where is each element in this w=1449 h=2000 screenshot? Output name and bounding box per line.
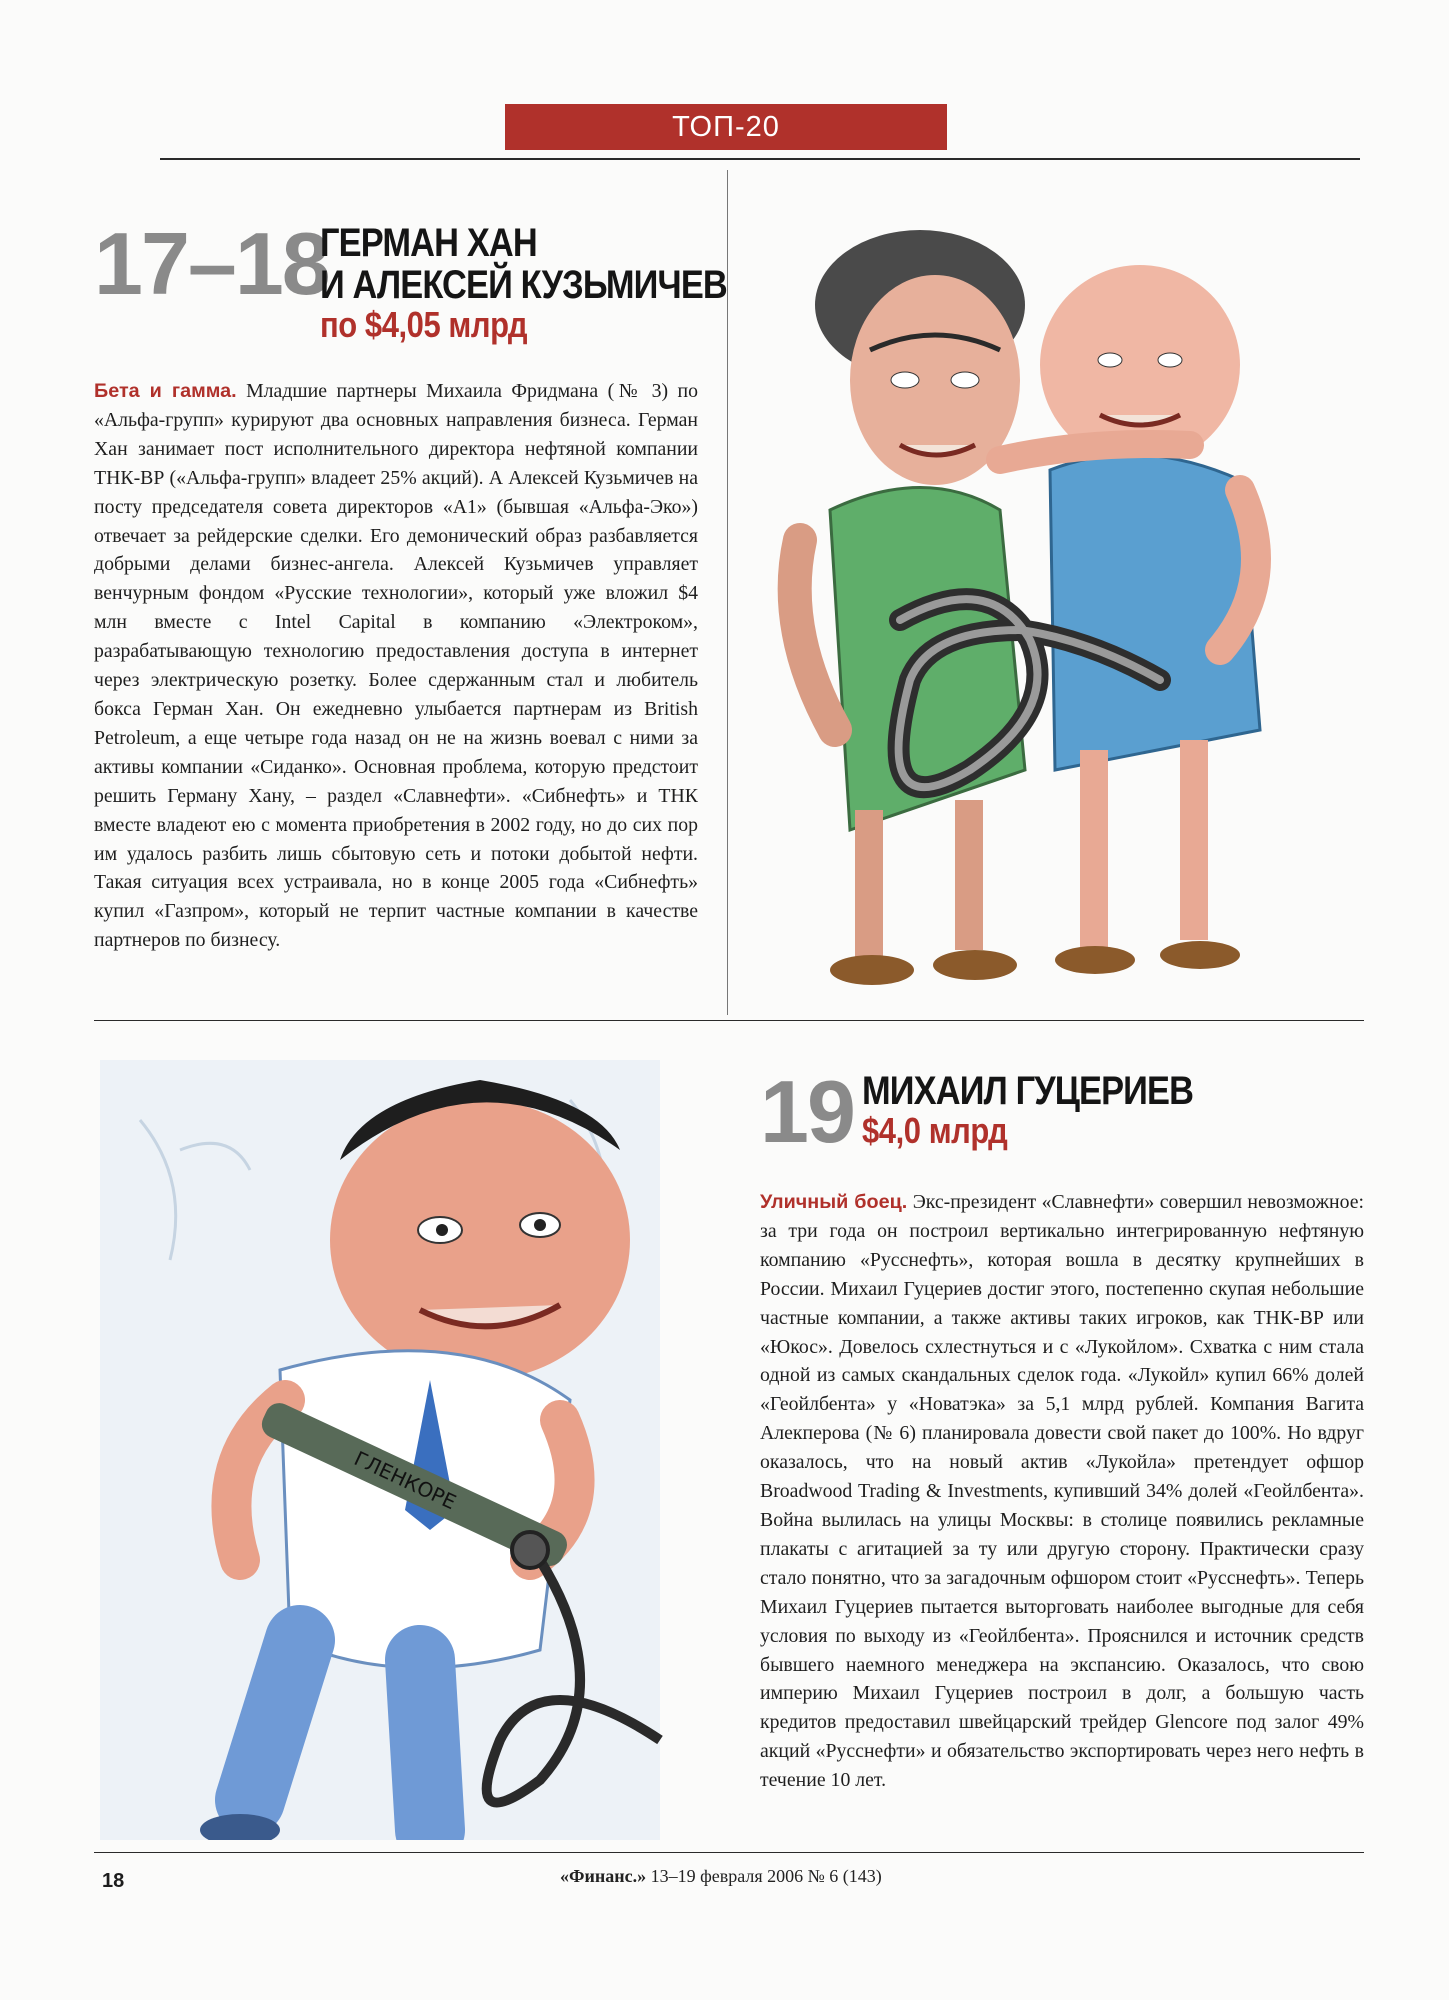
caricature-gutseriev xyxy=(100,1040,700,1840)
article1-rank: 17–18 xyxy=(94,214,329,313)
article1-name-line1: ГЕРМАН ХАН xyxy=(320,221,537,265)
middle-rule xyxy=(94,1020,1364,1021)
article1-name-line2: И АЛЕКСЕЙ КУЗЬМИЧЕВ xyxy=(320,263,727,307)
article1-worth: по $4,05 млрд xyxy=(320,304,528,345)
article2-body xyxy=(760,1188,1364,1795)
footer-issue xyxy=(560,1866,882,1887)
page-number: 18 xyxy=(102,1870,125,1892)
section-tag: ТОП-20 xyxy=(505,104,947,150)
column-divider xyxy=(727,170,728,1015)
nozzle-label: ГЛЕНКОРЕ xyxy=(350,1446,460,1515)
issue-info: 13–19 февраля 2006 № 6 (143) xyxy=(650,1866,882,1886)
article1-text: Младшие партнеры Михаила Фридмана (№ 3) по «Альфа-групп» курируют два основных направления бизнеса. Герман Хан занимает пост исполнительного директора нефтяной компании ТНК-ВР («Альфа-групп» владеет 25% акций). А Алексей Кузьмичев на посту председателя совета директоров «А1» (бывшая «Альфа-Эко») отвечает за рейдерские сделки. Его демонический образ разбавляется добрыми делами бизнес-ангела. Алексей Кузьмичев управляет венчурным фондом «Русские технологии», который уже вложил $4 млн вместе с Intel Capital в компанию «Электроком», разрабатывающую технологию предоставления доступа в интернет через электрическую розетку. Более сдержанным стал и любитель бокса Герман Хан. Он ежедневно улыбается партнерам из British Petroleum, а еще четыре года назад он не на жизнь воевал с ними за активы компании «Сиданко». Основная проблема, которую предстоит решить Герману Хану, – раздел «Славнефти». «Сибнефть» и ТНК вместе владеют ею с момента приобретения в 2002 году, но до сих пор им удалось разбить лишь сбытовую сеть и потоки добытой нефти. Такая ситуация всех устраивала, но в конце 2005 года «Сибнефть» купил «Газпром», который не терпит частные компании в качестве партнеров по бизнесу. xyxy=(94,380,699,952)
article2-name: МИХАИЛ ГУЦЕРИЕВ xyxy=(862,1069,1194,1113)
caricature-khan-kuzmichev xyxy=(760,210,1320,1010)
article2-worth: $4,0 млрд xyxy=(862,1110,1008,1151)
article2-rank: 19 xyxy=(760,1062,854,1161)
footer-rule xyxy=(94,1852,1364,1853)
magazine-name: «Финанс.» xyxy=(560,1866,647,1886)
article1-body xyxy=(94,377,698,955)
article2-lead: Уличный боец. xyxy=(760,1191,908,1213)
article1-lead: Бета и гамма. xyxy=(94,380,237,402)
article2-text: Экс-президент «Славнефти» совершил невозможное: за три года он построил вертикально интегрированную нефтяную компанию «Русснефть», которая вошла в десятку крупнейших в России. Михаил Гуцериев достиг этого, постепенно скупая небольшие частные компании, а также активы таких игроков, как ТНК-ВР или «Юкос». Довелось схлестнуться и с «Лукойлом». Схватка с ним стала одной из самых скандальных сделок года. «Лукойл» купил 66% долей «Геойлбента» у «Новатэка» за 5,1 млрд рублей. Компания Вагита Алекперова (№ 6) планировала довести свой пакет до 100%. Но вдруг оказалось, что на новый актив «Лукойла» претендует офшор Broadwood Trading & Investments, купивший 34% долей «Геойлбента». Война вылилась на улицы Москвы: в столице появились рекламные плакаты с агитацией за ту или другую сторону. Практически сразу стало понятно, что за загадочным офшором стоит «Русснефть». Теперь Михаил Гуцериев пытается выторговать наиболее выгодные для себя условия по выходу из «Геойлбента». Прояснился и источник средств бывшего наемного менеджера на экспансию. Оказалось, что свою империю Михаил Гуцериев построил в долг, а большую часть кредитов предоставил швейцарский трейдер Glencore под залог 49% акций «Русснефти» и обязательство экспортировать через него нефть в течение 10 лет. xyxy=(760,1191,1364,1792)
top-rule xyxy=(160,158,1360,160)
